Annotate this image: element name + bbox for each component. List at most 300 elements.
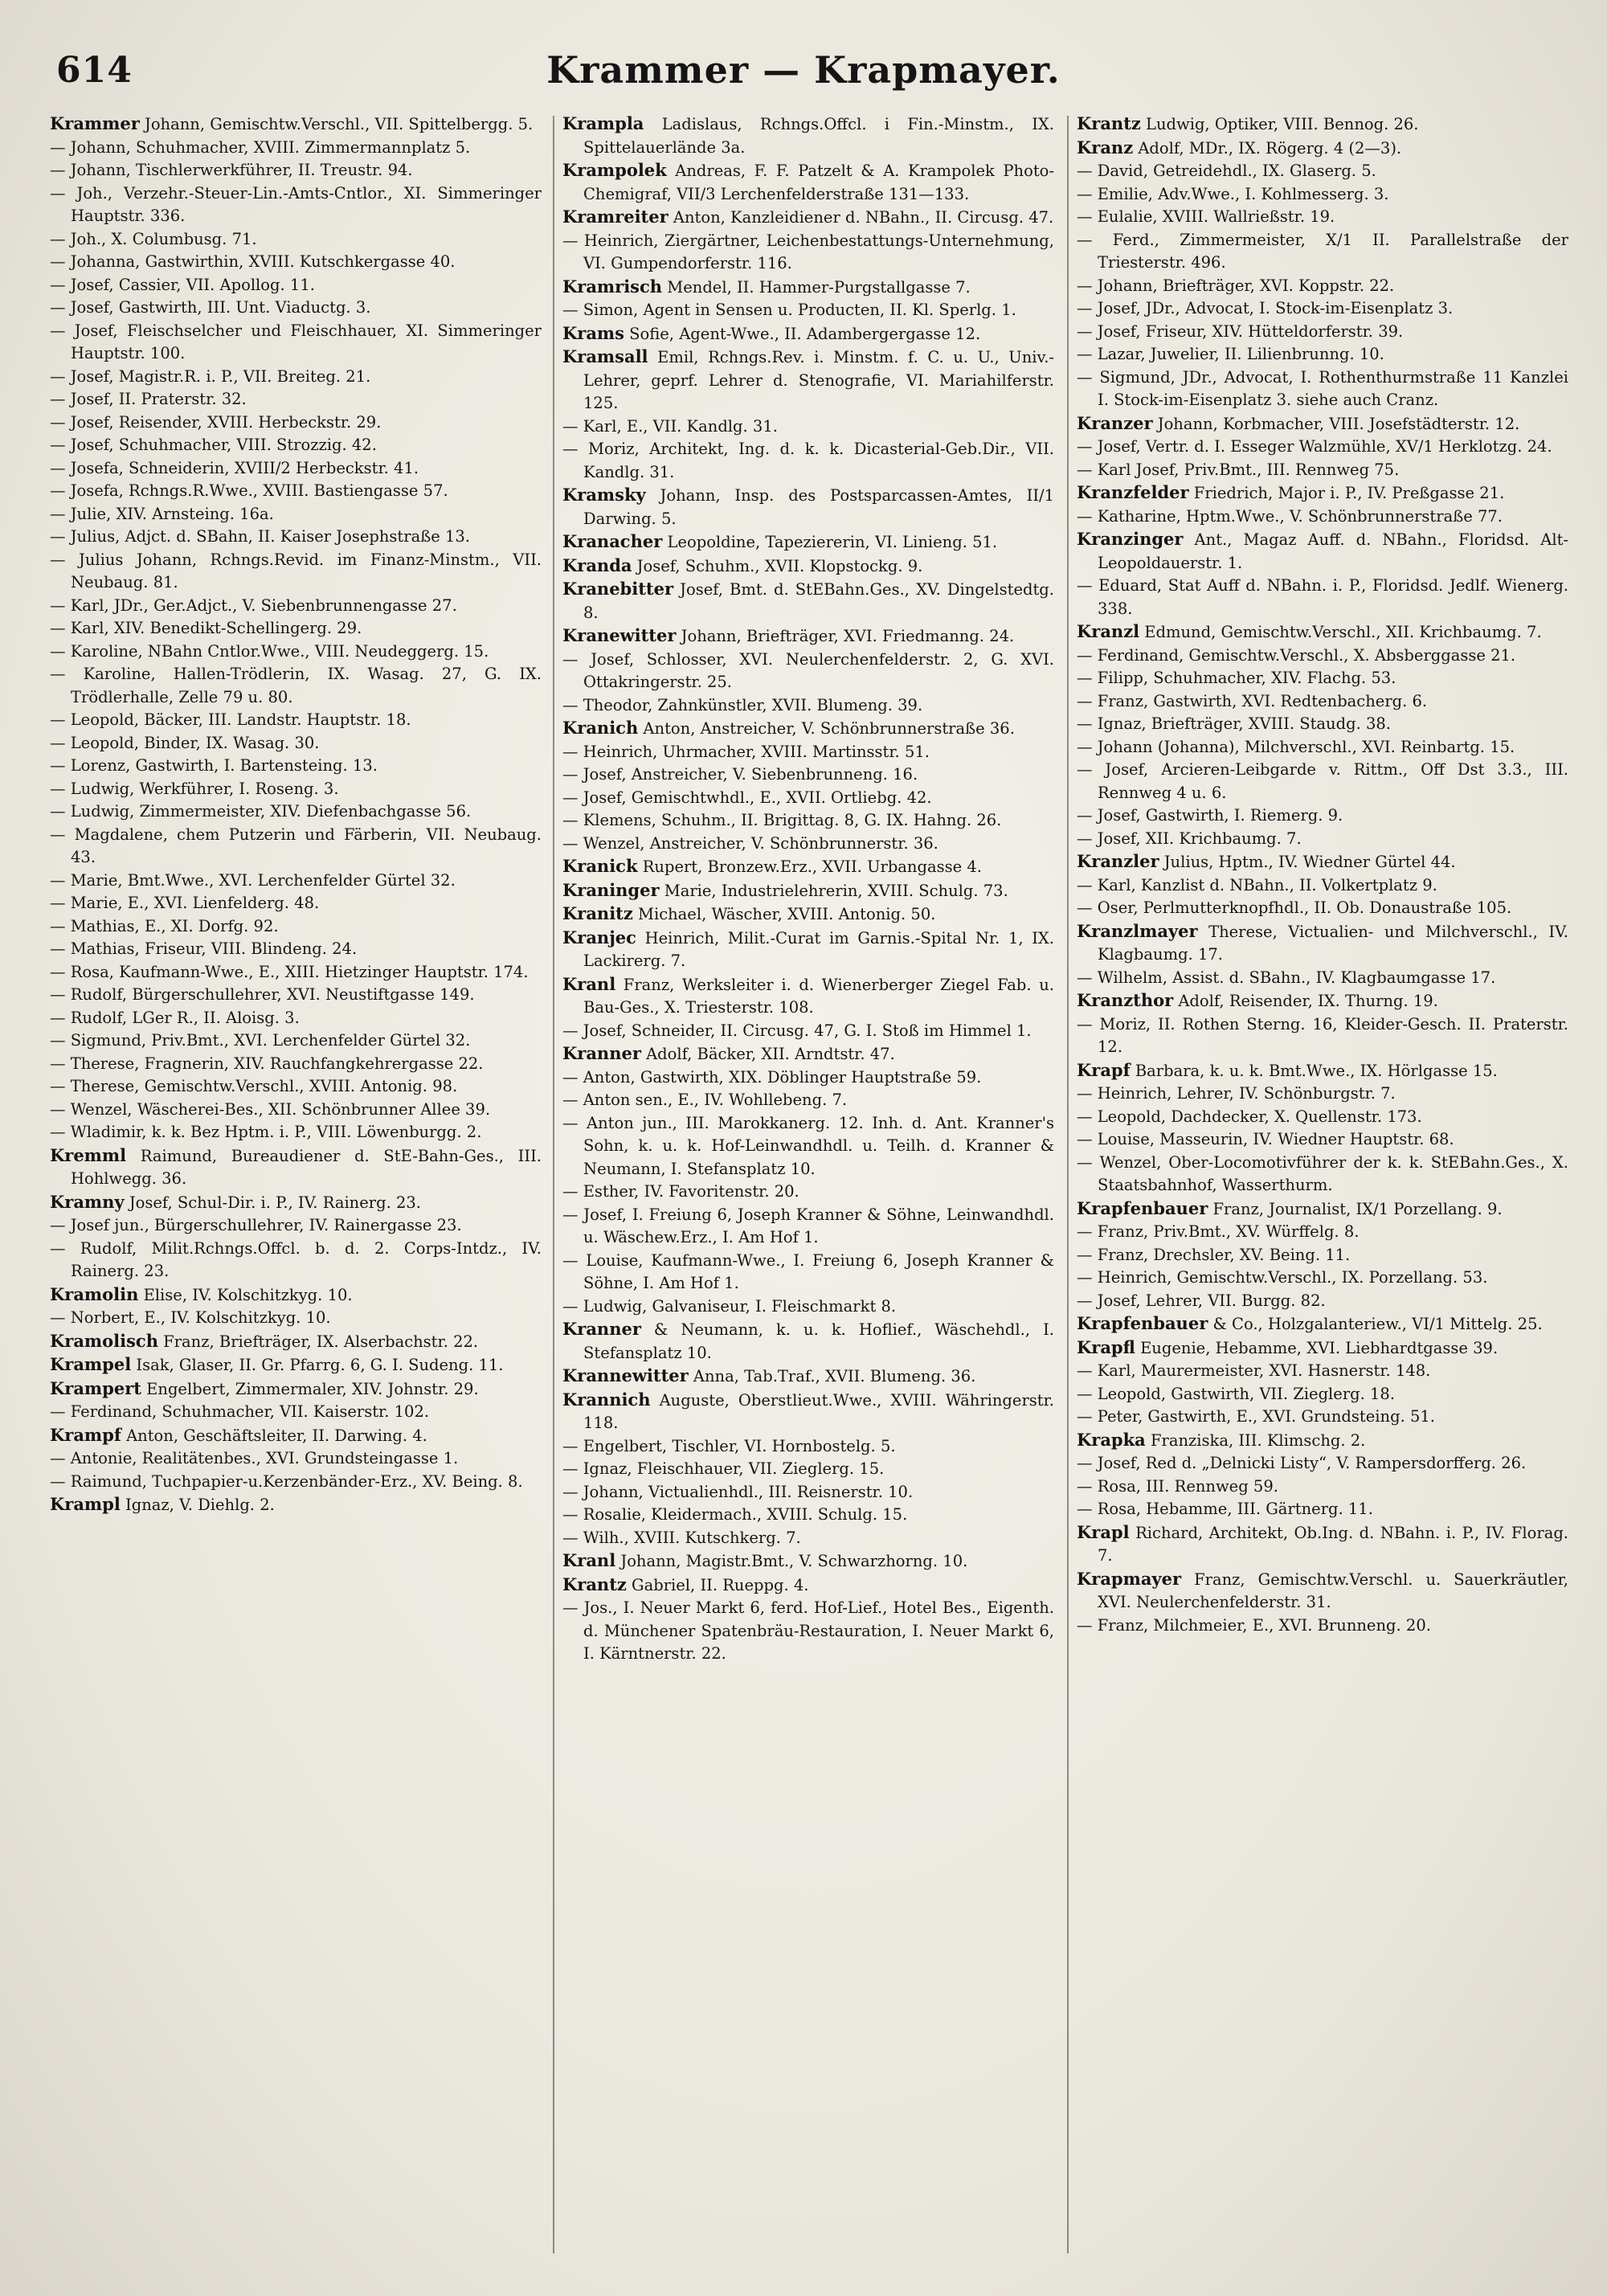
- entry-details: Johann, Gemischtw.Verschl., VII. Spittelbergg. 5.: [139, 115, 534, 133]
- directory-entry: [50, 1144, 542, 1191]
- entry-details: — Josef, Anstreicher, V. Siebenbrunneng. 16.: [562, 765, 918, 784]
- directory-entry: [562, 624, 1054, 649]
- directory-entry: [50, 892, 542, 915]
- entry-surname: Krammer: [50, 113, 140, 133]
- entry-details: — Josef, Vertr. d. I. Esseger Walzmühle, XV/1 Herklotzg. 24.: [1077, 437, 1552, 456]
- entry-details: — Joh., X. Columbusg. 71.: [50, 229, 257, 248]
- entry-details: Andreas, F. F. Patzelt & A. Krampolek Photo-Chemigraf, VII/3 Lerchenfelderstraße 131—133.: [583, 162, 1054, 203]
- entry-details: — Heinrich, Lehrer, IV. Schönburgstr. 7.: [1077, 1084, 1396, 1103]
- entry-surname: Krannich: [562, 1389, 651, 1410]
- entry-details: Adolf, Reisender, IX. Thurng. 19.: [1173, 992, 1438, 1010]
- directory-entry: [50, 1214, 542, 1238]
- entry-surname: Krampolek: [562, 160, 667, 180]
- entry-details: — Karoline, NBahn Cntlor.Wwe., VIII. Neudeggerg. 15.: [50, 641, 489, 661]
- directory-entry: [50, 113, 542, 137]
- entry-surname: Krapf: [1077, 1059, 1131, 1080]
- entry-details: — Josef, Schuhmacher, VIII. Strozzig. 42.: [50, 436, 377, 454]
- entry-details: — Josef, Red d. „Delnicki Listy“, V. Rampersdorfferg. 26.: [1077, 1454, 1527, 1472]
- entry-details: — Engelbert, Tischler, VI. Hornbostelg. 5.: [562, 1436, 896, 1455]
- entry-details: — Rosa, Hebamme, III. Gärtnerg. 11.: [1077, 1500, 1373, 1518]
- directory-entry: [50, 617, 542, 641]
- entry-surname: Krampl: [50, 1494, 121, 1514]
- entry-details: Sofie, Agent-Wwe., II. Adambergergasse 12.: [624, 324, 981, 343]
- entry-details: — Moriz, Architekt, Ing. d. k. k. Dicasterial-Geb.Dir., VII. Kandlg. 31.: [562, 440, 1054, 481]
- entry-details: Ludwig, Optiker, VIII. Bennog. 26.: [1140, 115, 1419, 133]
- entry-details: — Karl, E., VII. Kandlg. 31.: [562, 416, 778, 436]
- directory-entry: [50, 1493, 542, 1517]
- entry-details: Michael, Wäscher, XVIII. Antonig. 50.: [632, 905, 936, 923]
- entry-details: — Marie, Bmt.Wwe., XVI. Lerchenfelder Gürtel 32.: [50, 870, 456, 890]
- directory-entry: [1077, 1312, 1568, 1336]
- directory-entry: [562, 1597, 1054, 1666]
- entry-details: Eugenie, Hebamme, XVI. Liebhardtgasse 39.: [1135, 1338, 1499, 1357]
- entry-details: — Simon, Agent in Sensen u. Producten, II. Kl. Sperlg. 1.: [562, 301, 1016, 319]
- directory-entry: [562, 717, 1054, 741]
- directory-entry: [50, 1283, 542, 1308]
- entry-details: Ant., Magaz Auff. d. NBahn., Floridsd. Alt-Leopoldauerstr. 1.: [1098, 530, 1568, 572]
- entry-details: — Josef, Arcieren-Leibgarde v. Rittm., Off Dst 3.3., III. Rennweg 4 u. 6.: [1077, 760, 1568, 802]
- directory-entry: [562, 1112, 1054, 1181]
- directory-entry: [1077, 481, 1568, 505]
- entry-details: — Julius Johann, Rchngs.Revid. im Finanz-Minstm., VII. Neubaug. 81.: [50, 550, 542, 591]
- entry-details: — Josef, Cassier, VII. Apollog. 11.: [50, 275, 315, 294]
- directory-entry: [50, 320, 542, 366]
- entry-details: — Josef, Gastwirth, I. Riemerg. 9.: [1077, 806, 1343, 825]
- entry-surname: Krams: [562, 322, 624, 343]
- directory-entry: [1077, 804, 1568, 828]
- entry-details: Franziska, III. Klimschg. 2.: [1145, 1430, 1366, 1450]
- directory-entry: [562, 879, 1054, 903]
- directory-entry: [50, 709, 542, 732]
- directory-entry: [50, 1330, 542, 1354]
- entry-details: — Josef, II. Praterstr. 32.: [50, 390, 247, 408]
- entry-details: — Ferd., Zimmermeister, X/1 II. Parallelstraße der Triesterstr. 496.: [1077, 230, 1568, 272]
- entry-details: — Rudolf, Bürgerschullehrer, XVI. Neustiftgasse 149.: [50, 985, 475, 1004]
- directory-entry: [50, 1307, 542, 1330]
- directory-entry: [1077, 1475, 1568, 1499]
- entry-surname: Kramsky: [562, 485, 646, 505]
- directory-entry: [50, 1401, 542, 1424]
- directory-entry: [1077, 183, 1568, 207]
- directory-entry: [50, 732, 542, 755]
- entry-details: Barbara, k. u. k. Bmt.Wwe., IX. Hörlgasse 15.: [1130, 1061, 1498, 1080]
- directory-entry: [1077, 1452, 1568, 1475]
- entry-details: — Franz, Priv.Bmt., XV. Würffelg. 8.: [1077, 1222, 1360, 1241]
- entry-details: — Wilhelm, Assist. d. SBahn., IV. Klagbaumgasse 17.: [1077, 968, 1496, 987]
- entry-details: — Ludwig, Galvaniseur, I. Fleischmarkt 8.: [562, 1296, 897, 1316]
- entry-details: — Ferdinand, Gemischtw.Verschl., X. Absberggasse 21.: [1077, 645, 1516, 665]
- directory-entry: [50, 434, 542, 457]
- entry-details: — Magdalene, chem Putzerin und Färberin, VII. Neubaug. 43.: [50, 825, 542, 866]
- entry-surname: Kranner: [562, 1043, 641, 1063]
- entry-details: — Karl, XIV. Benedikt-Schellingerg. 29.: [50, 619, 362, 637]
- entry-details: — Anton jun., III. Marokkanerg. 12. Inh. d. Ant. Kranner's Sohn, k. u. k. Hof-Leinwandhdl. u. Teilh. d. Kranner & Neumann, I. Stefansplatz 10.: [562, 1113, 1054, 1178]
- directory-entry: [562, 1435, 1054, 1459]
- entry-details: — Esther, IV. Favoritenstr. 20.: [562, 1182, 799, 1201]
- directory-entry: [1077, 897, 1568, 920]
- entry-details: — Josef, Schlosser, XVI. Neulerchenfelderstr. 2, G. XVI. Ottakringerstr. 25.: [562, 649, 1054, 691]
- entry-details: — Karl, Maurermeister, XVI. Hasnerstr. 148.: [1077, 1361, 1431, 1380]
- entry-details: Johann, Briefträger, XVI. Friedmanng. 24.: [676, 627, 1015, 645]
- entry-details: Rupert, Bronzew.Erz., XVII. Urbangasse 4.: [637, 857, 982, 876]
- directory-entry: [1077, 1521, 1568, 1568]
- directory-entry: [1077, 690, 1568, 714]
- entry-details: — Wenzel, Ober-Locomotivführer der k. k. StEBahn.Ges., X. Staatsbahnhof, Wasserthurm.: [1077, 1152, 1568, 1194]
- directory-entry: [50, 1075, 542, 1099]
- entry-details: — Eulalie, XVIII. Wallrießstr. 19.: [1077, 207, 1335, 226]
- entry-details: Engelbert, Zimmermaler, XIV. Johnstr. 29.: [141, 1379, 479, 1398]
- directory-entry: [50, 870, 542, 893]
- entry-details: — Josef, Reisender, XVIII. Herbeckstr. 29.: [50, 412, 382, 432]
- directory-entry: [562, 694, 1054, 718]
- entry-details: — Therese, Fragnerin, XIV. Rauchfangkehrergasse 22.: [50, 1054, 484, 1073]
- directory-entry: [1077, 1406, 1568, 1429]
- column-1: [50, 113, 542, 2266]
- entry-surname: Krampel: [50, 1354, 132, 1374]
- directory-entry: [562, 555, 1054, 579]
- entry-details: — Johann, Tischlerwerkführer, II. Treustr. 94.: [50, 161, 413, 179]
- entry-surname: Kranewitter: [562, 625, 677, 645]
- entry-details: — Josef, Gastwirth, III. Unt. Viaductg. 3.: [50, 298, 371, 317]
- entry-surname: Kranner: [562, 1319, 641, 1339]
- entry-details: — Leopold, Bäcker, III. Landstr. Hauptstr. 18.: [50, 710, 411, 729]
- entry-details: — Rosa, Kaufmann-Wwe., E., XIII. Hietzinger Hauptstr. 174.: [50, 962, 529, 981]
- entry-details: — Franz, Drechsler, XV. Being. 11.: [1077, 1245, 1351, 1264]
- directory-entry: [50, 641, 542, 664]
- directory-entry: [562, 1504, 1054, 1527]
- directory-entry: [562, 1318, 1054, 1365]
- directory-entry: [562, 1574, 1054, 1598]
- directory-entry: [562, 855, 1054, 879]
- column-3: [1077, 113, 1568, 2266]
- entry-details: — Josef, JDr., Advocat, I. Stock-im-Eisenplatz 3.: [1077, 299, 1454, 317]
- entry-details: — Ludwig, Zimmermeister, XIV. Diefenbachgasse 56.: [50, 802, 472, 821]
- directory-entry: [50, 251, 542, 274]
- entry-details: — Ludwig, Werkführer, I. Roseng. 3.: [50, 779, 339, 798]
- entry-surname: Krampf: [50, 1424, 121, 1445]
- entry-surname: Kranacher: [562, 531, 663, 551]
- directory-entry: [1077, 137, 1568, 161]
- entry-details: Johann, Magistr.Bmt., V. Schwarzhorng. 10.: [615, 1552, 968, 1570]
- entry-surname: Krapfl: [1077, 1336, 1135, 1357]
- directory-entry: [50, 1099, 542, 1122]
- directory-entry: [1077, 113, 1568, 137]
- directory-entry: [1077, 1244, 1568, 1267]
- directory-entry: [1077, 1290, 1568, 1313]
- directory-entry: [1077, 343, 1568, 366]
- entry-surname: Kraninger: [562, 879, 660, 900]
- entry-surname: Krampla: [562, 113, 644, 133]
- entry-details: Anton, Kanzleidiener d. NBahn., II. Circusg. 47.: [668, 208, 1054, 227]
- directory-entry: [1077, 1152, 1568, 1197]
- entry-details: Johann, Insp. des Postsparcassen-Amtes, II/1 Darwing. 5.: [583, 486, 1054, 528]
- entry-details: — Raimund, Tuchpapier-u.Kerzenbänder-Erz., XV. Being. 8.: [50, 1471, 523, 1491]
- entry-details: — Ignaz, Fleischhauer, VII. Zieglerg. 15.: [562, 1459, 885, 1478]
- directory-entry: [562, 1066, 1054, 1090]
- entry-details: — Leopold, Gastwirth, VII. Zieglerg. 18.: [1077, 1384, 1396, 1403]
- entry-details: Franz, Gemischtw.Verschl. u. Sauerkräutler, XVI. Neulerchenfelderstr. 31.: [1098, 1570, 1568, 1611]
- entry-details: Anton, Geschäftsleiter, II. Darwing. 4.: [121, 1426, 427, 1445]
- directory-entry: [562, 763, 1054, 787]
- entry-details: — Lorenz, Gastwirth, I. Bartensteing. 13.: [50, 756, 378, 775]
- entry-details: Emil, Rchngs.Rev. i. Minstm. f. C. u. U., Univ.-Lehrer, geprf. Lehrer d. Stenografie, VI. Mariahilferstr. 125.: [583, 348, 1054, 412]
- directory-entry: [1077, 1568, 1568, 1615]
- entry-details: Franz, Briefträger, IX. Alserbachstr. 22.: [157, 1332, 479, 1351]
- directory-entry: [1077, 412, 1568, 436]
- directory-entry: [50, 1471, 542, 1494]
- entry-details: & Co., Holzgalanteriew., VI/1 Mittelg. 25.: [1208, 1315, 1543, 1333]
- entry-details: — Heinrich, Gemischtw.Verschl., IX. Porzellang. 53.: [1077, 1268, 1488, 1287]
- directory-entry: [562, 1089, 1054, 1112]
- entry-details: — Rudolf, Milit.Rchngs.Offcl. b. d. 2. Corps-Intdz., IV. Rainerg. 23.: [50, 1238, 542, 1280]
- directory-entry: [1077, 1013, 1568, 1059]
- entry-details: Julius, Hptm., IV. Wiedner Gürtel 44.: [1159, 853, 1456, 871]
- directory-entry: [50, 1029, 542, 1053]
- entry-details: — Josef, XII. Krichbaumg. 7.: [1077, 829, 1302, 848]
- directory-entry: [50, 480, 542, 503]
- entry-details: Ignaz, V. Diehlg. 2.: [120, 1496, 275, 1514]
- entry-details: Franz, Werksleiter i. d. Wienerberger Ziegel Fab. u. Bau-Ges., X. Triesterstr. 108.: [583, 975, 1054, 1017]
- directory-entry: [1077, 459, 1568, 482]
- directory-entry: [562, 741, 1054, 764]
- directory-entry: [562, 1295, 1054, 1319]
- directory-entry: [1077, 1059, 1568, 1083]
- directory-entry: [1077, 920, 1568, 967]
- directory-entry: [1077, 1383, 1568, 1406]
- directory-entry: [1077, 1336, 1568, 1361]
- directory-entry: [562, 1250, 1054, 1295]
- entry-details: — Franz, Milchmeier, E., XVI. Brunneng. 20.: [1077, 1615, 1431, 1635]
- entry-details: — Sigmund, Priv.Bmt., XVI. Lerchenfelder Gürtel 32.: [50, 1031, 471, 1050]
- directory-entry: [50, 1238, 542, 1283]
- directory-entry: [1077, 1106, 1568, 1129]
- directory-entry: [50, 503, 542, 526]
- directory-entry: [562, 1042, 1054, 1066]
- entry-details: Marie, Industrielehrerin, XVIII. Schulg. 73.: [659, 881, 1008, 900]
- entry-details: Friedrich, Major i. P., IV. Preßgasse 21.: [1188, 484, 1505, 502]
- entry-details: — Josef, Magistr.R. i. P., VII. Breiteg. 21.: [50, 366, 371, 386]
- entry-surname: Krantz: [562, 1574, 627, 1594]
- entry-surname: Kranzlmayer: [1077, 920, 1198, 941]
- entry-details: — Theodor, Zahnkünstler, XVII. Blumeng. 39.: [562, 695, 923, 714]
- entry-details: — Antonie, Realitätenbes., XVI. Grundsteingasse 1.: [50, 1449, 459, 1467]
- entry-details: Richard, Architekt, Ob.Ing. d. NBahn. i. P., IV. Florag. 7.: [1098, 1523, 1568, 1565]
- entry-details: — David, Getreidehdl., IX. Glaserg. 5.: [1077, 162, 1376, 180]
- entry-details: — Wilh., XVIII. Kutschkerg. 7.: [562, 1528, 801, 1547]
- directory-entry: [562, 787, 1054, 810]
- entry-surname: Kranitz: [562, 903, 633, 923]
- directory-entry: [50, 457, 542, 481]
- directory-entry: [562, 649, 1054, 694]
- entry-details: Josef, Bmt. d. StEBahn.Ges., XV. Dingelstedtg. 8.: [583, 580, 1054, 622]
- directory-entry: [1077, 436, 1568, 459]
- entry-details: Auguste, Oberstlieut.Wwe., XVIII. Währingerstr. 118.: [583, 1390, 1054, 1432]
- entry-details: — Moriz, II. Rothen Sterng. 16, Kleider-Gesch. II. Praterstr. 12.: [1077, 1014, 1568, 1056]
- directory-entry: [1077, 366, 1568, 412]
- directory-entry: [50, 961, 542, 984]
- entry-details: — Johann (Johanna), Milchverschl., XVI. Reinbartg. 15.: [1077, 737, 1515, 756]
- entry-surname: Kranz: [1077, 137, 1134, 158]
- directory-entry: [50, 595, 542, 618]
- entry-surname: Krapl: [1077, 1521, 1130, 1542]
- column-divider: [553, 116, 554, 2253]
- entry-details: — Karl Josef, Priv.Bmt., III. Rennweg 75.: [1077, 460, 1400, 479]
- directory-entry: [562, 578, 1054, 624]
- directory-entry: [50, 1007, 542, 1030]
- directory-entry: [50, 1121, 542, 1144]
- directory-entry: [50, 1377, 542, 1402]
- directory-entry: [562, 438, 1054, 484]
- entry-details: — Leopold, Binder, IX. Wasag. 30.: [50, 733, 320, 752]
- directory-entry: [562, 1181, 1054, 1204]
- entry-details: — Karl, JDr., Ger.Adjct., V. Siebenbrunnengasse 27.: [50, 595, 457, 615]
- directory-entry: [50, 411, 542, 435]
- directory-entry: [1077, 1615, 1568, 1638]
- entry-details: — Johann, Schuhmacher, XVIII. Zimmermannplatz 5.: [50, 137, 471, 157]
- entry-surname: Kranebitter: [562, 579, 674, 599]
- entry-details: — Peter, Gastwirth, E., XVI. Grundsteing. 51.: [1077, 1407, 1435, 1426]
- entry-details: — Marie, E., XVI. Lienfelderg. 48.: [50, 894, 320, 912]
- entry-details: — Mathias, E., XI. Dorfg. 92.: [50, 916, 279, 935]
- entry-details: — Johann, Briefträger, XVI. Koppstr. 22.: [1077, 276, 1395, 295]
- entry-details: — Josef, Friseur, XIV. Hütteldorferstr. 39.: [1077, 321, 1404, 341]
- entry-surname: Kramrisch: [562, 276, 663, 297]
- directory-entry: [1077, 1128, 1568, 1152]
- directory-entry: [562, 1527, 1054, 1550]
- entry-details: — Johanna, Gastwirthin, XVIII. Kutschkergasse 40.: [50, 252, 456, 271]
- directory-entry: [562, 1365, 1054, 1389]
- entry-details: Therese, Victualien- und Milchverschl., IV. Klagbaumg. 17.: [1098, 922, 1568, 964]
- directory-entry: [1077, 736, 1568, 759]
- entry-details: & Neumann, k. u. k. Hoflief., Wäschehdl., I. Stefansplatz 10.: [583, 1320, 1054, 1362]
- directory-entry: [562, 833, 1054, 856]
- entry-details: — Louise, Masseurin, IV. Wiedner Hauptstr. 68.: [1077, 1130, 1454, 1148]
- entry-details: — Jos., I. Neuer Markt 6, ferd. Hof-Lief., Hotel Bes., Eigenth. d. Münchener Spatenbräu-Restauration, I. Neuer Markt 6, I. Kärntnerstr. 22.: [562, 1598, 1054, 1663]
- entry-details: — Karoline, Hallen-Trödlerin, IX. Wasag. 27, G. IX. Trödlerhalle, Zelle 79 u. 80.: [50, 665, 542, 706]
- directory-entry: [50, 526, 542, 549]
- directory-entry: [562, 973, 1054, 1020]
- page-header: [56, 43, 1551, 108]
- entry-details: Franz, Journalist, IX/1 Porzellang. 9.: [1208, 1199, 1503, 1218]
- entry-details: — Anton, Gastwirth, XIX. Döblinger Hauptstraße 59.: [562, 1067, 982, 1087]
- directory-entry: [562, 415, 1054, 439]
- entry-details: — Josef, Fleischselcher und Fleischhauer, XI. Simmeringer Hauptstr. 100.: [50, 321, 542, 362]
- directory-entry: [1077, 160, 1568, 183]
- directory-entry: [562, 902, 1054, 927]
- entry-details: — Joh., Verzehr.-Steuer-Lin.-Amts-Cntlor., XI. Simmeringer Hauptstr. 336.: [50, 183, 542, 225]
- entry-details: — Karl, Kanzlist d. NBahn., II. Volkertplatz 9.: [1077, 875, 1437, 894]
- entry-details: Anton, Anstreicher, V. Schönbrunnerstraße 36.: [638, 719, 1015, 738]
- directory-entry: [50, 1353, 542, 1377]
- entry-details: — Rosa, III. Rennweg 59.: [1077, 1476, 1278, 1496]
- directory-entry: [1077, 528, 1568, 575]
- directory-entry: [1077, 297, 1568, 321]
- entry-details: Anna, Tab.Traf., XVII. Blumeng. 36.: [688, 1367, 976, 1385]
- directory-entry: [1077, 1083, 1568, 1106]
- entry-details: Ladislaus, Rchngs.Offcl. i Fin.-Minstm., IX. Spittelauerlände 3a.: [583, 115, 1054, 157]
- entry-details: Johann, Korbmacher, VIII. Josefstädterstr. 12.: [1152, 414, 1520, 433]
- entry-details: — Rudolf, LGer R., II. Aloisg. 3.: [50, 1008, 300, 1027]
- entry-details: — Mathias, Friseur, VIII. Blindeng. 24.: [50, 939, 358, 958]
- column-2: [562, 113, 1054, 2266]
- entry-details: — Josef, Schneider, II. Circusg. 47, G. I. Stoß im Himmel 1.: [562, 1021, 1032, 1040]
- entry-details: Adolf, Bäcker, XII. Arndtstr. 47.: [640, 1045, 895, 1063]
- directory-entry: [50, 366, 542, 389]
- directory-entry: [1077, 1197, 1568, 1222]
- entry-surname: Krapfenbauer: [1077, 1313, 1208, 1333]
- directory-entry: [562, 276, 1054, 300]
- entry-surname: Kremml: [50, 1144, 127, 1165]
- entry-surname: Kramolin: [50, 1283, 139, 1304]
- entry-surname: Kranick: [562, 856, 638, 876]
- entry-details: — Emilie, Adv.Wwe., I. Kohlmesserg. 3.: [1077, 184, 1389, 203]
- directory-entry: [50, 1191, 542, 1215]
- directory-entry: [562, 1389, 1054, 1435]
- entry-surname: Kramny: [50, 1191, 125, 1212]
- entry-details: — Josef jun., Bürgerschullehrer, IV. Rainergasse 23.: [50, 1216, 462, 1234]
- entry-details: — Rosalie, Kleidermach., XVIII. Schulg. 15.: [562, 1505, 908, 1524]
- directory-entry: [1077, 229, 1568, 275]
- directory-entry: [50, 938, 542, 961]
- directory-entry: [50, 755, 542, 778]
- entry-details: Josef, Schuhm., XVII. Klopstockg. 9.: [632, 556, 923, 575]
- directory-entry: [1077, 850, 1568, 874]
- entry-details: Mendel, II. Hammer-Purgstallgasse 7.: [662, 277, 971, 297]
- entry-surname: Kranzinger: [1077, 529, 1184, 549]
- directory-entry: [1077, 874, 1568, 898]
- directory-entry: [50, 388, 542, 411]
- entry-details: — Klemens, Schuhm., II. Brigittag. 8, G. IX. Hahng. 26.: [562, 811, 1002, 829]
- entry-surname: Kramsall: [562, 346, 648, 366]
- directory-entry: [1077, 759, 1568, 804]
- directory-entry: [562, 322, 1054, 346]
- entry-details: — Anton sen., E., IV. Wohllebeng. 7.: [562, 1091, 848, 1109]
- directory-entry: [562, 230, 1054, 276]
- entry-surname: Kranzer: [1077, 412, 1153, 433]
- directory-entry: [1077, 206, 1568, 229]
- page-number: 614: [56, 50, 133, 91]
- directory-entry: [1077, 1429, 1568, 1453]
- directory-entry: [50, 182, 542, 228]
- directory-entry: [50, 1447, 542, 1471]
- directory-entry: [1077, 1267, 1568, 1290]
- directory-entry: [50, 159, 542, 182]
- entry-details: — Wenzel, Wäscherei-Bes., XII. Schönbrunner Allee 39.: [50, 1099, 491, 1119]
- directory-entry: [1077, 1498, 1568, 1521]
- entry-details: — Katharine, Hptm.Wwe., V. Schönbrunnerstraße 77.: [1077, 506, 1503, 526]
- entry-details: — Josefa, Schneiderin, XVIII/2 Herbeckstr. 41.: [50, 458, 419, 477]
- entry-details: — Norbert, E., IV. Kolschitzkyg. 10.: [50, 1308, 331, 1327]
- directory-entry: [1077, 828, 1568, 851]
- directory-entry: [1077, 989, 1568, 1013]
- entry-details: — Franz, Gastwirth, XVI. Redtenbacherg. 6.: [1077, 691, 1428, 710]
- entry-details: Gabriel, II. Rueppg. 4.: [626, 1575, 809, 1594]
- directory-entry: [562, 927, 1054, 973]
- entry-details: — Sigmund, JDr., Advocat, I. Rothenthurmstraße 11 Kanzlei I. Stock-im-Eisenplatz 3. siehe auch Cranz.: [1077, 367, 1568, 409]
- entry-details: — Josefa, Rchngs.R.Wwe., XVIII. Bastiengasse 57.: [50, 481, 448, 500]
- directory-entry: [1077, 275, 1568, 298]
- entry-details: Edmund, Gemischtw.Verschl., XII. Krichbaumg. 7.: [1139, 623, 1542, 641]
- entry-surname: Kranich: [562, 718, 639, 738]
- entry-details: — Leopold, Dachdecker, X. Quellenstr. 173.: [1077, 1107, 1422, 1126]
- entry-surname: Krapfenbauer: [1077, 1197, 1208, 1218]
- directory-entry: [562, 530, 1054, 555]
- directory-entry: [562, 484, 1054, 530]
- entry-details: — Louise, Kaufmann-Wwe., I. Freiung 6, Joseph Kranner & Söhne, I. Am Hof 1.: [562, 1250, 1054, 1292]
- directory-entry: [1077, 620, 1568, 645]
- directory-entry: [1077, 1221, 1568, 1244]
- directory-entry: [50, 549, 542, 595]
